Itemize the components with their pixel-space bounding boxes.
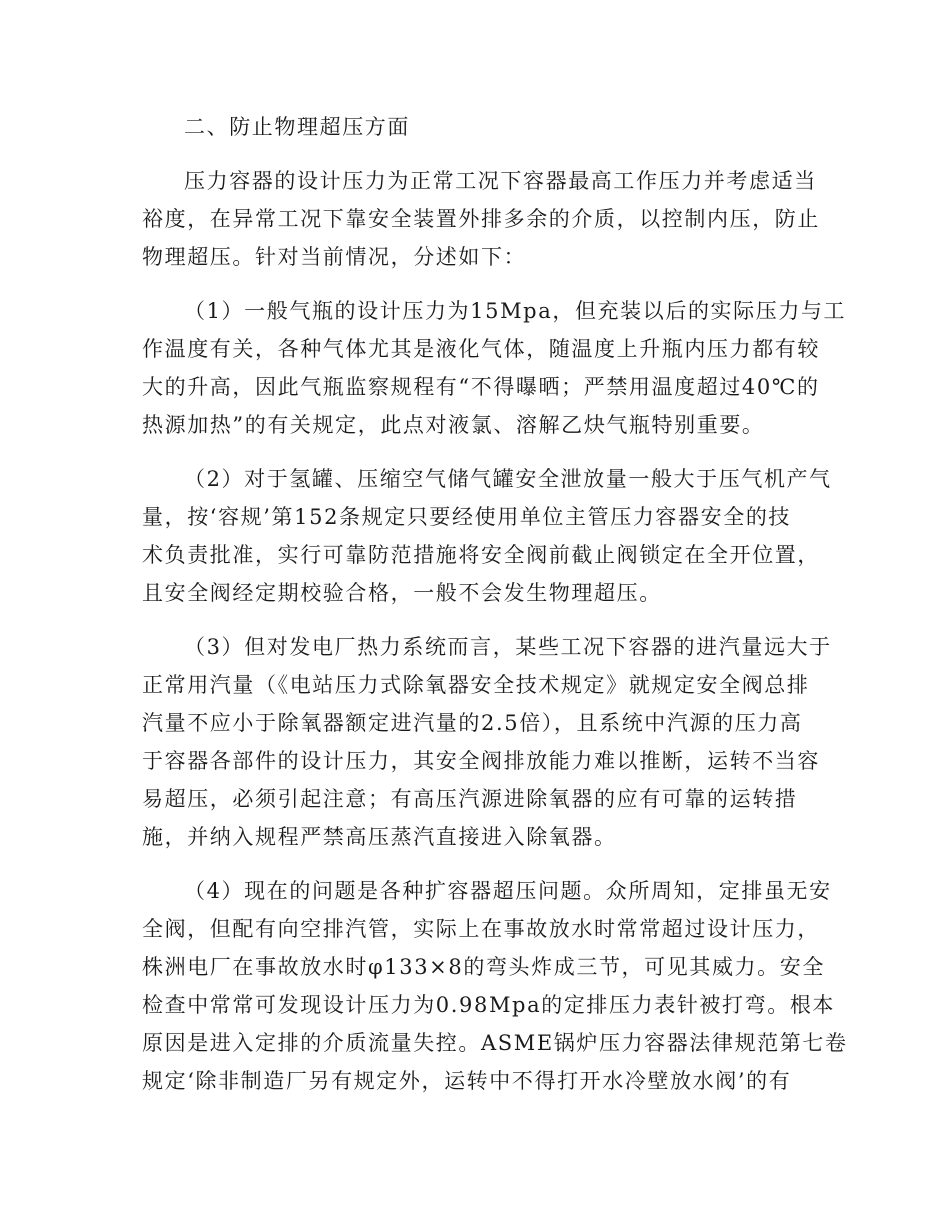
paragraph-line: 压力容器的设计压力为正常工况下容器最高工作压力并考虑适当 (184, 169, 817, 193)
paragraph-line: 裕度，在异常工况下靠安全装置外排多余的介质，以控制内压，防止 (142, 207, 820, 231)
paragraph-line: （2）对于氢罐、压缩空气储气罐安全泄放量一般大于压气机产气 (184, 467, 832, 491)
paragraph-line: 正常用汽量（《电站压力式除氧器安全技术规定》就规定安全阀总排 (142, 673, 810, 697)
paragraph-line: 汽量不应小于除氧器额定进汽量的2.5倍），且系统中汽源的压力高 (142, 711, 803, 735)
paragraph-line: 术负责批准，实行可靠防范措施将安全阀前截止阀锁定在全开位置， (142, 543, 820, 567)
paragraph-line: 大的升高，因此气瓶监察规程有“不得曝晒；严禁用温度超过40℃的 (142, 375, 820, 399)
paragraph-line: 量，按‘容规’第152条规定只要经使用单位主管压力容器安全的技 (142, 505, 792, 529)
paragraph-line: （3）但对发电厂热力系统而言，某些工况下容器的进汽量远大于 (184, 635, 832, 659)
paragraph-line: 检查中常常可发现设计压力为0.98Mpa的定排压力表针被打弯。根本 (142, 993, 836, 1017)
paragraph-line: 且安全阀经定期校验合格，一般不会发生物理超压。 (142, 581, 662, 605)
paragraph-line: 作温度有关，各种气体尤其是液化气体，随温度上升瓶内压力都有较 (142, 337, 820, 361)
paragraph-line: 易超压，必须引起注意；有高压汽源进除氧器的应有可靠的运转措 (142, 787, 798, 811)
paragraph-line: 热源加热”的有关规定，此点对液氯、溶解乙炔气瓶特别重要。 (142, 413, 765, 437)
paragraph-line: （1）一般气瓶的设计压力为15Mpa，但充装以后的实际压力与工 (184, 299, 847, 323)
paragraph-line: 施，并纳入规程严禁高压蒸汽直接进入除氧器。 (142, 825, 617, 849)
paragraph-line: 全阀，但配有向空排汽管，实际上在事故放水时常常超过设计压力， (142, 917, 820, 941)
paragraph-line: （4）现在的问题是各种扩容器超压问题。众所周知，定排虽无安 (184, 879, 832, 903)
paragraph-line: 物理超压。针对当前情况，分述如下： (142, 245, 527, 269)
section-heading: 二、防止物理超压方面 (184, 115, 410, 139)
paragraph-line: 株洲电厂在事故放水时φ133×8的弯头炸成三节，可见其威力。安全 (142, 955, 825, 979)
paragraph-line: 于容器各部件的设计压力，其安全阀排放能力难以推断，运转不当容 (142, 749, 820, 773)
paragraph-line: 原因是进入定排的介质流量失控。ASME锅炉压力容器法律规范第七卷 (142, 1031, 848, 1055)
paragraph-line: 规定‘除非制造厂另有规定外，运转中不得打开水冷壁放水阀’的有 (142, 1069, 792, 1093)
